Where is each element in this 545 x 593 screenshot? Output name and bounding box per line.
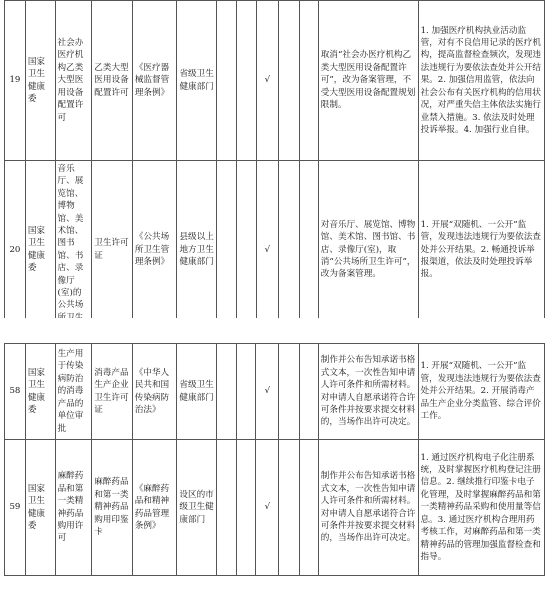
blank-cell — [236, 161, 256, 340]
blank-cell — [236, 344, 256, 440]
row-basis: 《中华人民共和国传染病防治法》 — [132, 344, 177, 440]
row-number: 20 — [5, 161, 26, 340]
row-item: 社会办医疗机构乙类大型医用设备配置许可 — [55, 1, 92, 161]
row-number: 58 — [5, 344, 26, 440]
blank-cell — [236, 1, 256, 161]
row-measure: 取消“社会办医疗机构乙类大型医用设备配置许可”，改为备案管理，不受大型医用设备配置规划限制。 — [318, 1, 418, 161]
row-dept: 省级卫生健康部门 — [177, 1, 217, 161]
row-supervision: 1. 开展“双随机、一公开”监管，发现违法违规行为要依法查处并公开结果。2. 开展消毒产品生产企业分类监管、综合评价工作。 — [418, 344, 545, 440]
check-mark: √ — [256, 1, 279, 161]
check-mark: √ — [256, 161, 279, 340]
table-row — [5, 161, 545, 340]
row-org: 国家卫生健康委 — [25, 1, 55, 161]
row-measure: 制作并公布告知承诺书格式文本，一次性告知申请人许可条件和所需材料。对申请人自愿承诺符合许可条件并按要求提交材料的，当场作出许可决定。 — [318, 440, 418, 576]
row-supervision: 1. 通过医疗机构电子化注册系统，及时掌握医疗机构登记注册信息。2. 继续推行印鉴卡电子化管理，及时掌握麻醉药品和第一类精神药品采购和使用量等信息。3. 通过医疗机构合理用药考核工作，对麻醉药品和第一类精神药品的管理加强监督检查和指导。 — [418, 440, 545, 576]
row-item: 音乐厅、展览馆、博物馆、美术馆、图书馆、书店、录像厅(室)的公共场 — [55, 161, 92, 340]
blank-cell — [299, 440, 318, 576]
row-basis: 《医疗器械监督管理条例》 — [132, 1, 177, 161]
row-dept: 设区的市级卫生健康部门 — [177, 440, 217, 576]
blank-cell — [217, 161, 237, 340]
blank-cell — [236, 440, 256, 576]
row-supervision: 1. 开展“双随机、一公开”监管，发现违法违规行为要依法查处并公开结果。2. 畅通投诉举报渠道，依法及时处理投诉举报。 — [418, 161, 544, 340]
table-row — [5, 1, 545, 161]
row-number: 59 — [5, 440, 26, 576]
blank-cell — [279, 440, 300, 576]
blank-cell — [217, 1, 237, 161]
row-org: 国家卫生健康委 — [25, 161, 55, 340]
row-dept: 县级以上地方卫生健康部门 — [177, 161, 217, 340]
permit-table-lower — [4, 343, 545, 576]
blank-cell — [300, 161, 319, 340]
page-gap — [0, 318, 545, 343]
blank-cell — [300, 1, 319, 161]
table-row — [5, 344, 545, 440]
table-row — [5, 440, 545, 576]
row-number: 19 — [5, 1, 26, 161]
row-supervision: 1. 加强医疗机构执业活动监管，对有不良信用记录的医疗机构，提高监督检查频次，发现违法违规行为要依法查处并公开结果。2. 加强信用监管，依法向社会公布有关医疗机构的信用状况，对严重失信主体依法实施行业禁入措施。3. 依法及时处理投诉举报。4. 加强行业自律。 — [418, 1, 544, 161]
row-dept: 省级卫生健康部门 — [177, 344, 217, 440]
blank-cell — [279, 344, 300, 440]
blank-cell — [279, 161, 300, 340]
row-subitem: 消毒产品生产企业卫生许可证 — [92, 344, 133, 440]
row-measure: 制作并公布告知承诺书格式文本，一次性告知申请人许可条件和所需材料。对申请人自愿承诺符合许可条件并按要求提交材料的，当场作出许可决定。 — [318, 344, 418, 440]
permit-table-upper — [4, 0, 545, 340]
check-mark: √ — [256, 344, 279, 440]
row-org: 国家卫生健康委 — [25, 440, 55, 576]
check-mark: √ — [256, 440, 279, 576]
blank-cell — [216, 344, 236, 440]
row-subitem: 卫生许可证 — [92, 161, 133, 340]
blank-cell — [279, 1, 300, 161]
row-item: 麻醉药品和第一类精神药品购用许可 — [55, 440, 92, 576]
row-subitem: 麻醉药品和第一类精神药品购用印鉴卡 — [92, 440, 133, 576]
row-basis: 《麻醉药品和精神药品管理条例》 — [132, 440, 177, 576]
blank-cell — [216, 440, 236, 576]
row-subitem: 乙类大型医用设备配置许可 — [92, 1, 133, 161]
row-item: 生产用于传染病防治的消毒产品的单位审批 — [55, 344, 92, 440]
row-org: 国家卫生健康委 — [25, 344, 55, 440]
blank-cell — [299, 344, 318, 440]
row-measure: 对音乐厅、展览馆、博物馆、美术馆、图书馆、书店、录像厅(室)，取消“公共场所卫生许可”，改为备案管理。 — [318, 161, 418, 340]
row-basis: 《公共场所卫生管理条例》 — [132, 161, 177, 340]
